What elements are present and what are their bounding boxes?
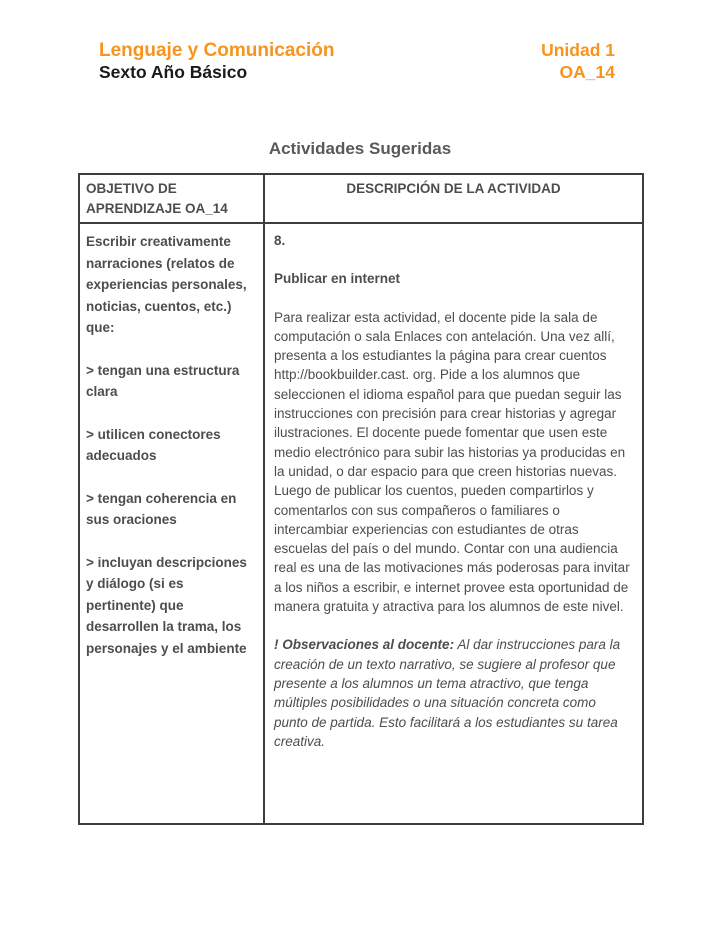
objective-bullet-structure: > tengan una estructura clara	[86, 362, 240, 399]
header-left-block	[99, 39, 334, 83]
objective-bullet-coherence: > tengan coherencia en sus oraciones	[86, 490, 237, 527]
grade-subtitle: Sexto Año Básico	[99, 62, 248, 82]
observations-label: ! Observaciones al docente:	[274, 637, 455, 653]
objective-bullet-descriptions: > incluyan descripciones y diálogo (si es pertinente) que desarrollen la trama, los personajes y el ambiente	[86, 554, 247, 656]
subject-title: Lenguaje y Comunicación	[99, 40, 335, 61]
page-title: Actividades Sugeridas	[268, 139, 452, 158]
observations-paragraph	[274, 635, 633, 751]
observations-text: Al dar instrucciones para la creación de un texto narrativo, se sugiere al profesor que presente a los alumnos un tema atractivo, que tenga múltiples posibilidades o una situación concreta como punto de partida. Esto facilitará a los estudiantes su tarea creativa.	[274, 637, 621, 749]
table-body-row	[79, 223, 643, 824]
objective-cell	[79, 223, 264, 824]
activity-title: Publicar en internet	[274, 271, 401, 287]
header-right-block	[541, 39, 615, 83]
objective-column-header: OBJETIVO DE APRENDIZAJE OA_14	[79, 174, 264, 223]
objective-bullet-connectors: > utilicen conectores adecuados	[86, 426, 221, 463]
unit-label: Unidad 1	[541, 40, 615, 60]
document-header	[0, 0, 720, 83]
activity-number: 8.	[274, 233, 286, 248]
table-header-row	[79, 174, 643, 223]
description-column-header: DESCRIPCIÓN DE LA ACTIVIDAD	[264, 174, 643, 223]
objective-intro: Escribir creativamente narraciones (relatos de experiencias personales, noticias, cuentos, etc.) que:	[86, 234, 247, 335]
description-cell	[264, 223, 643, 824]
activity-body-paragraph: Para realizar esta actividad, el docente pide la sala de computación o sala Enlaces con antelación. Una vez allí, presenta a los estudiantes la página para crear cuentos http://bookbuilder.cast. org. Pide a los alumnos que seleccionen el idioma español para que puedan seguir las instrucciones con precisión para crear historias y agregar ilustraciones. El docente puede fomentar que usen este medio electrónico para subir las historias ya producidas en la unidad, o dar espacio para que creen historias nuevas. Luego de publicar los cuentos, pueden compartirlos y comentarlos con sus compañeros o familiares o intercambiar experiencias con estudiantes de otras escuelas del país o del mundo. Contar con una audiencia real es una de las motivaciones más poderosas para invitar a los niños a escribir, e internet provee esta oportunidad de manera gratuita y atractiva para los alumnos de este nivel.	[274, 309, 630, 615]
oa-code-label: OA_14	[559, 62, 615, 82]
activity-table	[78, 173, 644, 825]
